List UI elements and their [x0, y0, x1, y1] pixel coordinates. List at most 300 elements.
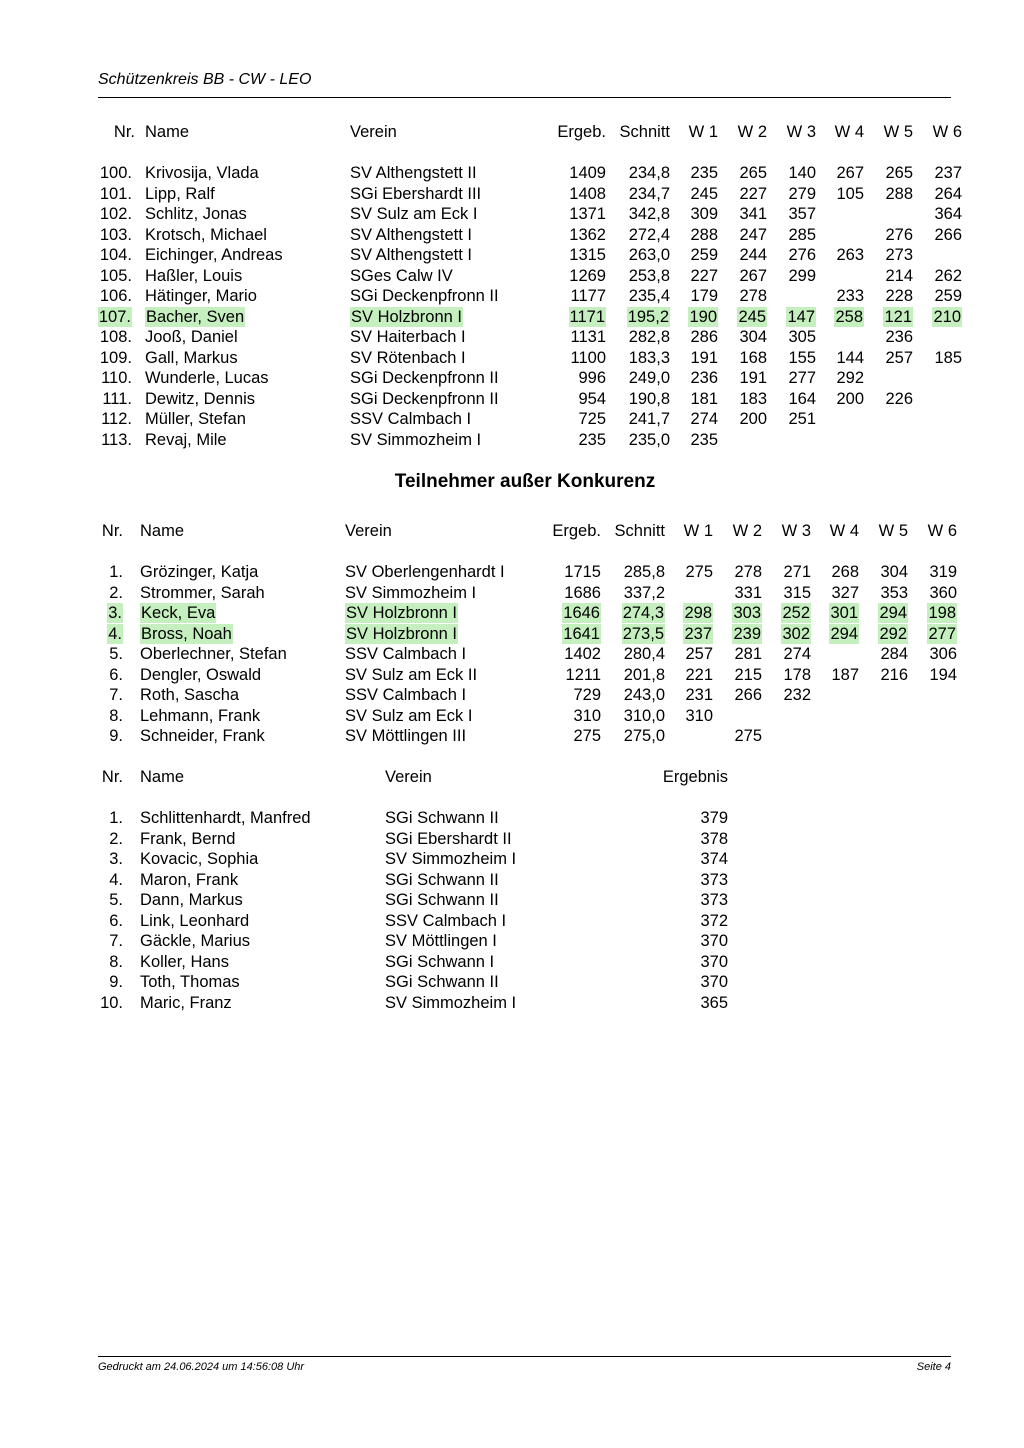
cell-w6: 360 [929, 583, 957, 602]
cell-verein: SGi Ebershardt III [350, 184, 482, 203]
table-row [0, 204, 1024, 224]
cell-ergebnis: 365 [700, 993, 728, 1012]
column-header: W 2 [737, 123, 767, 141]
cell-w6: 319 [929, 563, 957, 581]
cell-w3: 164 [788, 389, 816, 408]
cell-verein: SV Rötenbach I [350, 348, 466, 367]
cell-nr: 101. [99, 184, 132, 203]
cell-name: Haßler, Louis [145, 266, 243, 285]
cell-name: Roth, Sascha [140, 686, 240, 704]
cell-schnitt: 183,3 [628, 348, 670, 367]
table-row [0, 624, 1024, 644]
cell-name: Oberlechner, Stefan [140, 645, 287, 663]
cell-w5: 294 [879, 604, 907, 622]
cell-ergeb: 954 [578, 389, 606, 408]
cell-w2: 168 [739, 348, 767, 367]
cell-schnitt: 282,8 [628, 328, 670, 346]
cell-ergeb: 310 [573, 706, 601, 725]
cell-w4: 258 [835, 307, 863, 326]
cell-nr: 107. [98, 307, 131, 326]
cell-w3: 279 [788, 184, 816, 203]
cell-nr: 9. [109, 727, 123, 745]
table-row [0, 327, 1024, 347]
cell-w5: 228 [885, 287, 913, 305]
cell-w5: 216 [880, 665, 908, 684]
cell-w3: 357 [788, 205, 816, 223]
cell-w3: 155 [788, 348, 816, 367]
table-row [0, 163, 1024, 183]
column-header: W 4 [834, 123, 864, 141]
cell-schnitt: 253,8 [628, 266, 670, 285]
cell-verein: SGi Schwann II [385, 870, 499, 889]
column-header: W 3 [786, 123, 816, 141]
cell-verein: SV Oberlengenhardt I [345, 563, 505, 581]
cell-w2: 245 [738, 307, 766, 326]
cell-w1: 190 [689, 307, 717, 326]
cell-verein: SV Möttlingen I [385, 932, 497, 950]
cell-ergeb: 1131 [570, 328, 606, 346]
cell-name: Schlittenhardt, Manfred [140, 809, 311, 827]
cell-w1: 275 [685, 563, 713, 581]
column-header: Schnitt [614, 522, 665, 540]
cell-name: Link, Leonhard [140, 911, 250, 930]
table-row [0, 583, 1024, 603]
cell-w2: 183 [739, 389, 767, 408]
cell-nr: 5. [109, 645, 123, 663]
cell-ergeb: 1177 [570, 287, 606, 305]
cell-w1: 231 [685, 686, 713, 704]
cell-nr: 1. [109, 809, 123, 827]
cell-schnitt: 272,4 [628, 225, 670, 244]
cell-w2: 341 [739, 205, 767, 223]
cell-w1: 310 [685, 706, 713, 725]
column-header: W 6 [927, 522, 957, 540]
cell-w2: 275 [734, 727, 762, 745]
cell-name: Maric, Franz [140, 993, 232, 1012]
cell-w1: 309 [690, 205, 718, 223]
cell-ergeb: 1646 [563, 604, 600, 622]
cell-name: Krotsch, Michael [145, 225, 267, 244]
cell-w1: 191 [690, 348, 718, 367]
cell-ergeb: 1171 [569, 307, 605, 326]
cell-w5: 276 [885, 225, 913, 244]
cell-w2: 200 [739, 410, 767, 428]
column-header: Verein [345, 522, 392, 540]
column-header: Ergebnis [662, 768, 728, 786]
column-header: Nr. [113, 123, 135, 141]
cell-schnitt: 249,0 [628, 369, 670, 387]
cell-nr: 4. [109, 870, 123, 889]
cell-nr: 2. [109, 829, 123, 848]
cell-ergeb: 1641 [563, 624, 600, 643]
table-row [0, 389, 1024, 409]
cell-nr: 8. [109, 952, 123, 971]
cell-w2: 278 [734, 563, 762, 581]
cell-name: Wunderle, Lucas [145, 369, 269, 387]
table-row [0, 726, 1024, 746]
cell-verein: SGes Calw IV [350, 266, 453, 285]
cell-ergebnis: 378 [700, 829, 728, 848]
cell-w2: 227 [739, 184, 767, 203]
cell-w6: 264 [934, 184, 962, 203]
cell-verein: SV Holzbronn I [346, 604, 457, 622]
cell-ergeb: 1269 [569, 266, 606, 285]
cell-w4: 263 [836, 246, 864, 264]
cell-verein: SV Simmozheim I [350, 430, 482, 449]
cell-w3: 251 [788, 410, 816, 428]
cell-w3: 302 [782, 624, 810, 643]
table-row [0, 603, 1024, 623]
cell-w4: 294 [830, 624, 858, 643]
cell-nr: 113. [101, 430, 132, 449]
cell-w1: 236 [690, 369, 718, 387]
cell-schnitt: 190,8 [628, 389, 670, 408]
cell-nr: 108. [99, 328, 132, 346]
cell-schnitt: 235,0 [628, 430, 670, 449]
table-row [0, 245, 1024, 265]
column-header: W 5 [878, 522, 908, 540]
cell-nr: 6. [109, 911, 123, 930]
cell-w5: 226 [885, 389, 913, 408]
cell-w1: 237 [684, 624, 712, 643]
cell-verein: SV Holzbronn I [351, 307, 462, 326]
cell-ergeb: 1402 [564, 645, 601, 663]
cell-nr: 9. [109, 973, 123, 991]
cell-name: Jooß, Daniel [145, 328, 238, 346]
cell-w4: 301 [830, 604, 858, 622]
table-header-row [0, 521, 1024, 541]
column-header: Name [145, 123, 190, 141]
cell-verein: SV Haiterbach I [350, 328, 466, 346]
cell-ergeb: 1686 [564, 583, 601, 602]
cell-w3: 178 [783, 665, 811, 684]
cell-name: Frank, Bernd [140, 829, 236, 848]
cell-ergebnis: 373 [700, 891, 728, 909]
cell-name: Krivosija, Vlada [145, 164, 259, 182]
cell-w5: 214 [885, 266, 913, 285]
column-header: W 3 [781, 522, 811, 540]
cell-schnitt: 241,7 [628, 410, 670, 428]
cell-schnitt: 234,7 [628, 184, 670, 203]
cell-verein: SGi Ebershardt II [385, 829, 512, 848]
cell-name: Grözinger, Katja [140, 563, 259, 581]
cell-w3: 147 [787, 307, 815, 326]
cell-nr: 7. [109, 932, 123, 950]
cell-nr: 5. [109, 891, 123, 909]
column-header: Verein [350, 123, 397, 141]
cell-w5: 257 [885, 348, 913, 367]
section-title-ausser-konkurrenz: Teilnehmer außer Konkurenz [394, 471, 656, 492]
cell-w2: 266 [734, 686, 762, 704]
column-header: Verein [385, 768, 432, 786]
cell-w6: 194 [929, 665, 957, 684]
cell-schnitt: 337,2 [623, 583, 665, 602]
cell-schnitt: 310,0 [623, 706, 665, 725]
cell-w4: 268 [831, 563, 859, 581]
cell-w1: 257 [685, 645, 713, 663]
cell-w5: 284 [880, 645, 908, 663]
cell-schnitt: 263,0 [628, 246, 670, 264]
cell-schnitt: 274,3 [622, 604, 664, 622]
cell-name: Koller, Hans [140, 952, 229, 971]
cell-ergeb: 1715 [564, 563, 601, 581]
cell-w3: 276 [788, 246, 816, 264]
cell-nr: 111. [102, 389, 132, 408]
cell-w4: 267 [836, 164, 864, 182]
table-row [0, 870, 1024, 890]
cell-nr: 3. [108, 604, 122, 622]
cell-w3: 285 [788, 225, 816, 244]
cell-verein: SV Sulz am Eck I [345, 706, 473, 725]
cell-verein: SV Althengstett I [350, 225, 472, 244]
cell-name: Lipp, Ralf [145, 184, 215, 203]
cell-w4: 144 [836, 348, 864, 367]
column-header: Nr. [101, 522, 123, 540]
cell-ergeb: 275 [573, 727, 601, 745]
cell-ergebnis: 370 [700, 932, 728, 950]
column-header: Ergeb. [557, 123, 606, 141]
cell-name: Schlitz, Jonas [145, 205, 247, 223]
table-row [0, 911, 1024, 931]
cell-w5: 288 [885, 184, 913, 203]
table-row [0, 931, 1024, 951]
table-row [0, 849, 1024, 869]
cell-name: Kovacic, Sophia [140, 850, 259, 868]
cell-verein: SV Möttlingen III [345, 727, 467, 745]
cell-w6: 266 [934, 225, 962, 244]
cell-schnitt: 273,5 [622, 624, 664, 643]
cell-w3: 299 [788, 266, 816, 285]
cell-name: Maron, Frank [140, 870, 239, 889]
cell-verein: SGi Deckenpfronn II [350, 389, 499, 408]
cell-w3: 271 [783, 563, 811, 581]
cell-w3: 274 [783, 645, 811, 663]
cell-w5: 292 [879, 624, 907, 643]
cell-schnitt: 342,8 [628, 205, 670, 223]
table-row [0, 952, 1024, 972]
cell-nr: 112. [101, 410, 132, 428]
cell-w6: 364 [934, 205, 962, 223]
cell-w2: 215 [734, 665, 762, 684]
cell-w1: 288 [690, 225, 718, 244]
cell-w3: 252 [782, 604, 810, 622]
cell-ergebnis: 379 [700, 809, 728, 827]
cell-name: Revaj, Mile [145, 430, 227, 449]
cell-w2: 281 [734, 645, 762, 663]
column-header: W 6 [932, 123, 962, 141]
table-row [0, 266, 1024, 286]
footer-page-number: Seite 4 [916, 1361, 951, 1373]
cell-w2: 304 [739, 328, 767, 346]
table-row [0, 808, 1024, 828]
cell-w1: 298 [684, 604, 712, 622]
cell-name: Dewitz, Dennis [145, 389, 256, 408]
cell-ergeb: 1315 [569, 246, 606, 264]
cell-ergebnis: 372 [700, 911, 728, 930]
cell-verein: SGi Schwann II [385, 973, 499, 991]
cell-verein: SSV Calmbach I [385, 911, 507, 930]
cell-w2: 191 [739, 369, 767, 387]
cell-nr: 3. [109, 850, 123, 868]
cell-w3: 232 [783, 686, 811, 704]
column-header: Name [140, 768, 185, 786]
cell-verein: SV Holzbronn I [346, 624, 457, 643]
cell-name: Hätinger, Mario [145, 287, 257, 305]
table-row [0, 829, 1024, 849]
cell-w2: 331 [734, 583, 762, 602]
cell-name: Schneider, Frank [140, 727, 265, 745]
cell-name: Bross, Noah [141, 624, 232, 643]
cell-verein: SSV Calmbach I [345, 686, 467, 704]
cell-nr: 104. [99, 246, 132, 264]
table-header-row [0, 122, 1024, 142]
column-header: W 1 [683, 522, 713, 540]
cell-ergeb: 729 [573, 686, 601, 704]
cell-w2: 278 [739, 287, 767, 305]
cell-w5: 273 [885, 246, 913, 264]
cell-w1: 286 [690, 328, 718, 346]
cell-name: Eichinger, Andreas [145, 246, 283, 264]
table-row [0, 706, 1024, 726]
cell-w4: 105 [836, 184, 864, 203]
cell-ergeb: 996 [578, 369, 606, 387]
footer-printed-date: Gedruckt am 24.06.2024 um 14:56:08 Uhr [98, 1361, 305, 1373]
cell-ergeb: 1371 [569, 205, 606, 223]
cell-schnitt: 243,0 [623, 686, 665, 704]
column-header: Ergeb. [552, 522, 601, 540]
cell-name: Dann, Markus [140, 891, 243, 909]
table-row [0, 562, 1024, 582]
cell-name: Lehmann, Frank [140, 706, 261, 725]
cell-w1: 274 [690, 410, 718, 428]
cell-w2: 239 [733, 624, 761, 643]
cell-ergeb: 1408 [569, 184, 606, 203]
cell-w4: 200 [836, 389, 864, 408]
cell-verein: SV Simmozheim I [385, 993, 517, 1012]
cell-nr: 8. [109, 706, 123, 725]
cell-nr: 103. [99, 225, 132, 244]
cell-w6: 210 [933, 307, 961, 326]
cell-w2: 247 [739, 225, 767, 244]
cell-ergebnis: 374 [700, 850, 728, 868]
cell-ergeb: 725 [578, 410, 606, 428]
cell-w1: 259 [690, 246, 718, 264]
cell-ergeb: 1409 [569, 164, 606, 182]
cell-ergeb: 1362 [569, 225, 606, 244]
cell-schnitt: 201,8 [623, 665, 665, 684]
cell-w4: 187 [831, 665, 859, 684]
cell-verein: SV Althengstett II [350, 164, 477, 182]
cell-w6: 185 [934, 348, 962, 367]
table-row [0, 890, 1024, 910]
cell-verein: SV Simmozheim I [385, 850, 517, 868]
cell-w5: 121 [884, 307, 912, 326]
cell-name: Bacher, Sven [146, 307, 245, 326]
cell-w6: 198 [928, 604, 956, 622]
cell-name: Gall, Markus [145, 348, 238, 367]
cell-w5: 236 [885, 328, 913, 346]
cell-name: Dengler, Oswald [140, 665, 262, 684]
cell-w4: 233 [836, 287, 864, 305]
table-row [0, 307, 1024, 327]
column-header: Name [140, 522, 185, 540]
cell-w2: 303 [733, 604, 761, 622]
cell-schnitt: 195,2 [627, 307, 669, 326]
table-row [0, 286, 1024, 306]
cell-nr: 4. [108, 624, 122, 643]
cell-nr: 1. [109, 563, 123, 581]
cell-verein: SGi Schwann II [385, 809, 499, 827]
cell-schnitt: 234,8 [628, 164, 670, 182]
cell-nr: 102. [99, 205, 132, 223]
table-header-row [0, 767, 1024, 787]
cell-w6: 237 [934, 164, 962, 182]
cell-nr: 10. [100, 993, 123, 1012]
column-header: W 1 [688, 123, 718, 141]
cell-schnitt: 285,8 [623, 563, 665, 581]
table-row [0, 225, 1024, 245]
cell-w6: 262 [934, 266, 962, 285]
cell-verein: SGi Schwann I [385, 952, 495, 971]
cell-ergebnis: 370 [700, 973, 728, 991]
cell-verein: SV Sulz am Eck II [345, 665, 478, 684]
table-row [0, 972, 1024, 992]
cell-w4: 327 [831, 583, 859, 602]
cell-schnitt: 235,4 [628, 287, 670, 305]
cell-schnitt: 280,4 [623, 645, 665, 663]
cell-w5: 304 [880, 563, 908, 581]
cell-w6: 306 [929, 645, 957, 663]
column-header: Schnitt [619, 123, 670, 141]
cell-verein: SGi Deckenpfronn II [350, 287, 499, 305]
column-header: W 5 [883, 123, 913, 141]
cell-w1: 227 [690, 266, 718, 285]
cell-nr: 106. [99, 287, 132, 305]
cell-w2: 244 [739, 246, 767, 264]
cell-w1: 245 [690, 184, 718, 203]
cell-verein: SV Sulz am Eck I [350, 205, 478, 223]
cell-name: Keck, Eva [141, 604, 216, 622]
cell-w6: 259 [934, 287, 962, 305]
cell-ergebnis: 373 [700, 870, 728, 889]
cell-w5: 353 [880, 583, 908, 602]
cell-ergeb: 1100 [570, 348, 606, 367]
cell-nr: 109. [99, 348, 132, 367]
column-header: Nr. [101, 768, 123, 786]
cell-ergebnis: 370 [700, 952, 728, 971]
cell-nr: 100. [99, 164, 132, 182]
cell-nr: 2. [109, 583, 123, 602]
column-header: W 4 [829, 522, 859, 540]
cell-verein: SGi Deckenpfronn II [350, 369, 499, 387]
cell-w3: 305 [788, 328, 816, 346]
cell-w1: 181 [690, 389, 718, 408]
table-row [0, 409, 1024, 429]
cell-nr: 6. [109, 665, 123, 684]
cell-name: Strommer, Sarah [140, 583, 265, 602]
table-row [0, 368, 1024, 388]
cell-w1: 221 [685, 665, 713, 684]
cell-w3: 315 [783, 583, 811, 602]
header-title: Schützenkreis BB - CW - LEO [98, 71, 312, 88]
cell-w1: 235 [690, 430, 718, 449]
cell-name: Toth, Thomas [140, 973, 240, 991]
cell-nr: 105. [99, 266, 132, 285]
cell-ergeb: 235 [578, 430, 606, 449]
table-row [0, 430, 1024, 450]
cell-w4: 292 [836, 369, 864, 387]
table-row [0, 685, 1024, 705]
